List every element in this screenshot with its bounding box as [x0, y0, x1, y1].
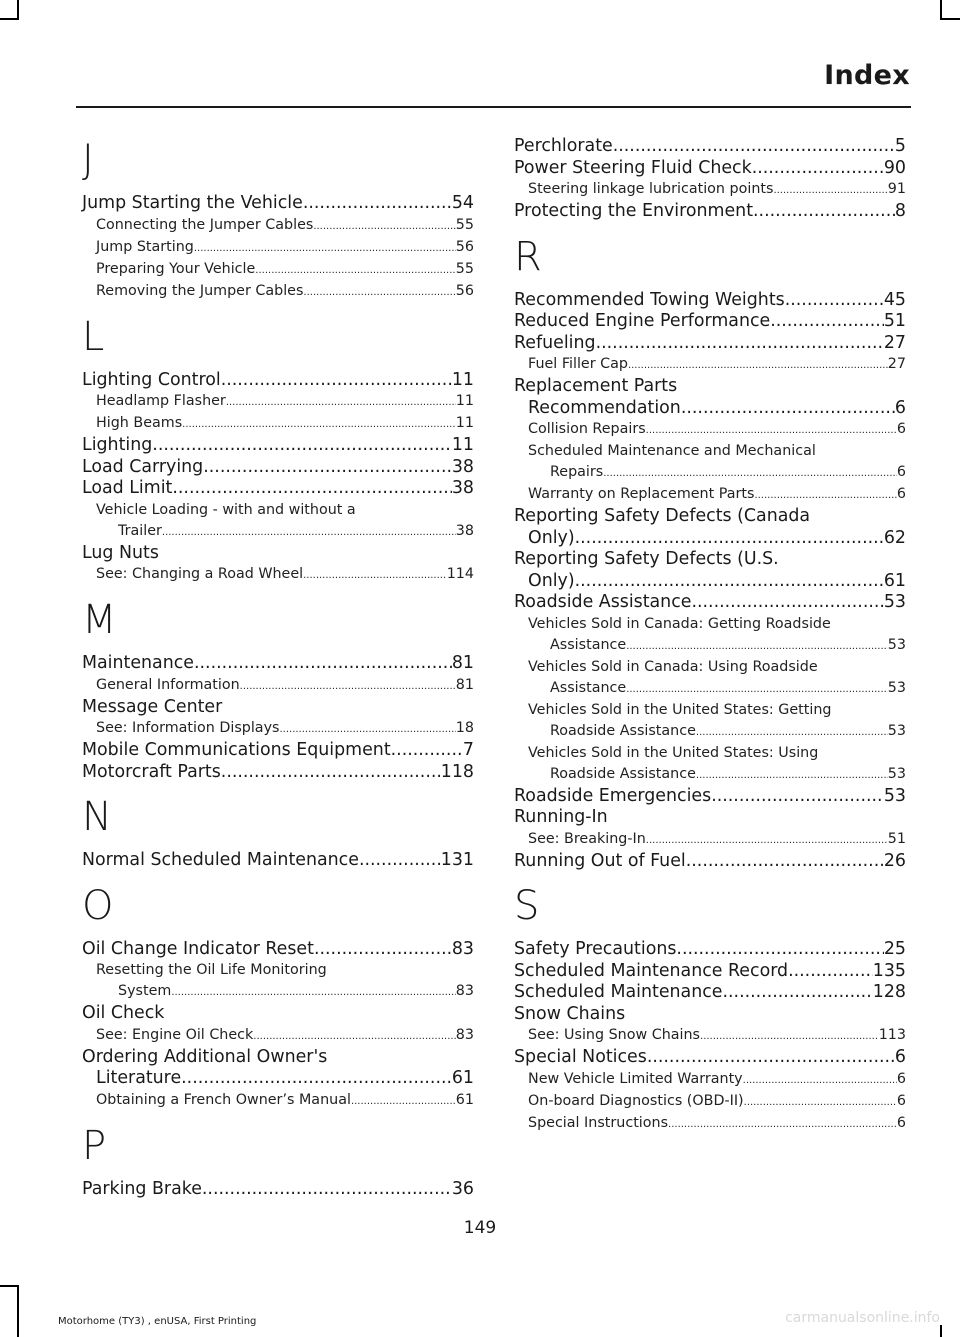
index-section-letter: O: [82, 882, 114, 929]
index-entry[interactable]: [82, 370, 474, 392]
index-entry-text: On-board Diagnostics (OBD-II): [528, 1092, 744, 1109]
index-entry[interactable]: [514, 982, 906, 1004]
index-entry-text: Special Notices: [514, 1047, 647, 1067]
footer-edition: Motorhome (TY3) , enUSA, First Printing: [58, 1316, 257, 1327]
index-entry[interactable]: [514, 201, 906, 223]
dot-leader: [743, 1070, 897, 1091]
index-entry-continuation: Roadside Assistance: [550, 765, 696, 782]
index-entry[interactable]: [514, 829, 906, 851]
index-entry[interactable]: [514, 1113, 906, 1135]
index-entry-text: Mobile Communications Equipment: [82, 740, 391, 760]
dot-leader: [646, 420, 897, 441]
page-reference: 51: [883, 311, 906, 331]
index-entry-text: Vehicles Sold in Canada: Using Roadside: [528, 658, 818, 675]
page-reference: 118: [440, 761, 474, 782]
page-reference: 11: [455, 415, 474, 431]
crop-mark: [17, 0, 19, 20]
index-entry[interactable]: [82, 435, 474, 457]
page-reference: 90: [883, 157, 906, 178]
index-entry-continuation: Assistance: [550, 636, 627, 653]
index-entry-text: Reporting Safety Defects (Canada: [514, 506, 811, 526]
index-entry[interactable]: [82, 1003, 474, 1025]
index-entry-continuation: Repairs: [550, 464, 604, 480]
index-entry-text: Load Limit: [82, 478, 173, 498]
index-section-letter: J: [82, 137, 94, 183]
dot-leader: [313, 216, 455, 237]
page-reference: 27: [883, 332, 906, 353]
page-reference: 61: [455, 1091, 474, 1108]
dot-leader: [221, 370, 452, 392]
index-entry[interactable]: [82, 413, 474, 435]
page-reference: 135: [872, 960, 906, 981]
page-reference: 25: [883, 939, 906, 959]
dot-leader: [722, 982, 872, 1004]
page-reference: 56: [455, 238, 474, 255]
dot-leader: [668, 1114, 897, 1135]
page-reference: 91: [887, 181, 906, 197]
index-entry[interactable]: [514, 851, 906, 873]
title-divider: [76, 106, 911, 108]
index-entry-text: Reduced Engine Performance: [514, 311, 771, 331]
index-entry[interactable]: [82, 457, 474, 479]
index-entry[interactable]: [82, 1090, 474, 1112]
page-reference: 53: [883, 592, 906, 612]
dot-leader: [628, 355, 888, 376]
page-reference: 38: [451, 478, 474, 498]
index-section-letter: L: [82, 313, 105, 360]
dot-leader: [744, 1092, 897, 1113]
index-entry[interactable]: [514, 657, 906, 700]
page-reference: 53: [883, 785, 906, 806]
index-entry[interactable]: [82, 762, 474, 784]
dot-leader: [314, 939, 452, 961]
index-entry[interactable]: [82, 939, 474, 961]
index-entry[interactable]: [514, 939, 906, 961]
index-entry[interactable]: [514, 333, 906, 355]
page-reference: 6: [896, 486, 906, 502]
dot-leader: [596, 333, 884, 355]
dot-leader: [575, 571, 884, 593]
page-reference: 18: [455, 720, 474, 736]
index-entry[interactable]: [82, 543, 474, 565]
index-entry[interactable]: [514, 354, 906, 376]
index-entry[interactable]: [514, 549, 906, 592]
index-entry[interactable]: [82, 259, 474, 281]
index-entry-text: See: Using Snow Chains: [528, 1027, 701, 1043]
index-entry-continuation: Recommendation: [528, 397, 681, 418]
page-reference: 53: [887, 679, 906, 696]
index-entry-continuation: Only): [528, 527, 575, 548]
index-entry-continuation: System: [118, 983, 172, 999]
index-entry-text: See: Breaking-In: [528, 830, 646, 847]
page-reference: 83: [455, 1026, 474, 1043]
dot-leader: [182, 414, 456, 435]
dot-leader: [681, 398, 895, 420]
page-reference: 6: [894, 397, 906, 418]
index-entry[interactable]: [82, 850, 474, 872]
dot-leader: [303, 282, 455, 303]
dot-leader: [255, 260, 456, 281]
index-entry[interactable]: [82, 675, 474, 697]
dot-leader: [676, 939, 883, 961]
index-entry-text: Preparing Your Vehicle: [96, 260, 256, 277]
index-entry[interactable]: [82, 391, 474, 413]
page-reference: 7: [462, 740, 474, 760]
index-entry[interactable]: [82, 478, 474, 500]
index-entry-text: Recommended Towing Weights: [514, 289, 785, 310]
page-reference: 6: [894, 1047, 906, 1067]
index-column-right: [514, 136, 906, 1135]
dot-leader: [253, 1026, 456, 1047]
crop-mark: [0, 1285, 19, 1287]
page-reference: 11: [455, 393, 474, 409]
index-entry[interactable]: [82, 500, 474, 543]
page-reference: 54: [451, 193, 474, 213]
index-entry[interactable]: [514, 961, 906, 983]
index-entry-text: General Information: [96, 676, 240, 693]
index-entry[interactable]: [514, 419, 906, 441]
page-reference: 53: [887, 765, 906, 782]
dot-leader: [752, 158, 884, 180]
index-entry-text: Replacement Parts: [514, 376, 678, 396]
index-entry[interactable]: [82, 718, 474, 740]
index-section-letter: M: [82, 597, 117, 643]
dot-leader: [696, 765, 888, 786]
index-entry-text: Protecting the Environment: [514, 201, 754, 221]
index-entry-text: Load Carrying: [82, 456, 204, 477]
crop-mark: [940, 0, 942, 20]
index-entry-text: Special Instructions: [528, 1114, 669, 1131]
page-reference: 61: [883, 570, 906, 591]
index-entry[interactable]: [514, 743, 906, 786]
index-entry[interactable]: [514, 1069, 906, 1091]
index-entry-text: Vehicles Sold in the United States: Using: [528, 744, 819, 761]
index-entry[interactable]: [82, 215, 474, 237]
page-reference: 61: [451, 1068, 474, 1088]
page-reference: 53: [887, 722, 906, 739]
dot-leader: [770, 311, 884, 333]
index-entry[interactable]: [82, 1047, 474, 1090]
page-reference: 81: [455, 676, 474, 693]
dot-leader: [162, 522, 456, 543]
index-entry[interactable]: [514, 700, 906, 743]
index-entry[interactable]: [82, 193, 474, 215]
page-reference: 55: [455, 216, 474, 233]
dot-leader: [647, 1047, 895, 1069]
index-entry-text: Obtaining a French Owner’s Manual: [96, 1091, 351, 1108]
dot-leader: [391, 740, 463, 762]
page-reference: 6: [896, 1114, 906, 1131]
dot-leader: [613, 136, 895, 158]
dot-leader: [359, 850, 441, 872]
index-entry-text: Lighting Control: [82, 369, 221, 390]
page-reference: 62: [883, 527, 906, 548]
index-entry-text: Scheduled Maintenance and Mechanical: [528, 443, 816, 459]
index-entry-text: Safety Precautions: [514, 939, 677, 959]
page-reference: 6: [896, 1070, 906, 1087]
index-section-letter: S: [514, 883, 540, 929]
index-entry-text: Headlamp Flasher: [96, 393, 226, 409]
index-entry[interactable]: [514, 506, 906, 549]
index-entry[interactable]: [514, 376, 906, 419]
index-entry[interactable]: [514, 290, 906, 312]
dot-leader: [691, 592, 883, 614]
index-entry-continuation: Assistance: [550, 679, 627, 696]
index-entry-text: Refueling: [514, 332, 596, 353]
index-entry[interactable]: [82, 653, 474, 675]
page-reference: 128: [872, 982, 906, 1002]
dot-leader: [711, 786, 884, 808]
index-entry-text: Vehicles Sold in the United States: Getting: [528, 701, 832, 718]
dot-leader: [240, 676, 456, 697]
index-entry-text: Vehicles Sold in Canada: Getting Roadside: [528, 615, 831, 632]
dot-leader: [303, 565, 447, 586]
index-entry[interactable]: [514, 179, 906, 201]
index-entry-text: Steering linkage lubrication points: [528, 181, 774, 197]
index-entry-text: Snow Chains: [514, 1003, 626, 1024]
dot-leader: [686, 851, 884, 873]
index-entry-continuation: Roadside Assistance: [550, 722, 696, 739]
index-entry-text: Scheduled Maintenance: [514, 982, 723, 1002]
index-entry[interactable]: [514, 484, 906, 506]
page-reference: 8: [894, 201, 906, 221]
index-entry[interactable]: [514, 1004, 906, 1026]
dot-leader: [152, 435, 452, 457]
index-entry-text: Scheduled Maintenance Record: [514, 960, 789, 981]
crop-mark: [941, 18, 960, 20]
page-reference: 55: [455, 260, 474, 277]
crop-mark: [940, 1325, 942, 1337]
page-reference: 45: [883, 289, 906, 310]
dot-leader: [226, 392, 456, 413]
index-entry[interactable]: [514, 311, 906, 333]
dot-leader: [754, 485, 896, 506]
index-entry[interactable]: [514, 1025, 906, 1047]
index-entry-text: Message Center: [82, 696, 223, 717]
index-entry[interactable]: [82, 281, 474, 303]
dot-leader: [626, 636, 888, 657]
dot-leader: [181, 1068, 452, 1090]
index-section-letter: N: [82, 794, 112, 840]
page-reference: 131: [440, 850, 474, 870]
index-entry-text: Parking Brake: [82, 1178, 202, 1199]
index-entry-text: Perchlorate: [514, 136, 613, 156]
page-reference: 83: [451, 938, 474, 959]
index-section-letter: P: [82, 1122, 107, 1169]
index-entry-text: Running-In: [514, 807, 608, 827]
dot-leader: [646, 830, 888, 851]
dot-leader: [303, 193, 452, 215]
index-entry-text: Fuel Filler Cap: [528, 356, 628, 372]
index-entry-text: Resetting the Oil Life Monitoring: [96, 962, 327, 978]
index-entry-text: See: Changing a Road Wheel: [96, 566, 304, 582]
index-entry[interactable]: [82, 1025, 474, 1047]
index-entry-text: Lighting: [82, 435, 153, 455]
page-reference: 11: [451, 435, 474, 455]
dot-leader: [221, 762, 441, 784]
index-entry-text: Reporting Safety Defects (U.S.: [514, 549, 779, 569]
index-entry[interactable]: [514, 1047, 906, 1069]
index-column-left: [82, 136, 474, 1200]
index-entry-text: Maintenance: [82, 653, 194, 673]
dot-leader: [773, 180, 887, 201]
page-reference: 6: [896, 464, 906, 480]
index-entry-text: Removing the Jumper Cables: [96, 282, 304, 299]
index-entry-text: High Beams: [96, 415, 183, 431]
page-reference: 27: [887, 356, 906, 372]
index-entry[interactable]: [514, 1091, 906, 1113]
dot-leader: [575, 528, 884, 550]
index-entry-text: Oil Change Indicator Reset: [82, 938, 314, 959]
index-entry-text: Jump Starting the Vehicle: [82, 193, 303, 213]
dot-leader: [351, 1091, 456, 1112]
page-reference: 53: [887, 636, 906, 653]
index-entry-text: See: Information Displays: [96, 720, 280, 736]
page-reference: 5: [894, 136, 906, 156]
index-entry-text: Motorcraft Parts: [82, 761, 221, 782]
page-reference: 113: [878, 1027, 906, 1043]
page-reference: 56: [455, 282, 474, 299]
index-entry[interactable]: [82, 697, 474, 719]
index-entry-continuation: Literature: [96, 1068, 182, 1088]
index-entry-text: Roadside Emergencies: [514, 785, 712, 806]
index-entry[interactable]: [514, 807, 906, 829]
index-entry-text: Warranty on Replacement Parts: [528, 486, 755, 502]
dot-leader: [626, 679, 888, 700]
dot-leader: [203, 457, 452, 479]
page-reference: 6: [896, 1092, 906, 1109]
index-entry-text: See: Engine Oil Check: [96, 1026, 254, 1043]
index-entry[interactable]: [514, 136, 906, 158]
index-entry[interactable]: [82, 740, 474, 762]
dot-leader: [696, 722, 888, 743]
dot-leader: [172, 478, 452, 500]
index-entry-text: Roadside Assistance: [514, 592, 692, 612]
dot-leader: [194, 653, 452, 675]
page-title: Index: [824, 60, 910, 91]
dot-leader: [194, 238, 456, 259]
dot-leader: [603, 463, 897, 484]
page-reference: 11: [451, 369, 474, 390]
dot-leader: [279, 719, 455, 740]
page-reference: 114: [446, 566, 474, 582]
index-entry-text: New Vehicle Limited Warranty: [528, 1070, 743, 1087]
index-entry-text: Oil Check: [82, 1003, 165, 1023]
page-reference: 26: [883, 850, 906, 871]
dot-leader: [700, 1026, 879, 1047]
index-entry[interactable]: [82, 960, 474, 1003]
index-entry-text: Power Steering Fluid Check: [514, 157, 752, 178]
index-entry-text: Vehicle Loading - with and without a: [96, 501, 356, 518]
watermark: carmanualsonline.info: [785, 1310, 940, 1326]
page-reference: 83: [455, 983, 474, 999]
dot-leader: [202, 1179, 452, 1201]
page-reference: 6: [896, 421, 906, 437]
page-reference: 51: [887, 830, 906, 847]
index-entry-continuation: Trailer: [118, 522, 162, 539]
index-entry-text: Collision Repairs: [528, 421, 646, 437]
dot-leader: [171, 982, 455, 1003]
dot-leader: [788, 961, 873, 983]
index-entry-text: Ordering Additional Owner's: [82, 1046, 328, 1067]
page-reference: 81: [451, 653, 474, 673]
index-entry[interactable]: [82, 1179, 474, 1201]
index-entry[interactable]: [82, 237, 474, 259]
crop-mark: [0, 18, 19, 20]
page-number: 149: [463, 1218, 497, 1238]
index-entry[interactable]: [514, 786, 906, 808]
index-entry-text: Normal Scheduled Maintenance: [82, 850, 359, 870]
page-reference: 38: [455, 522, 474, 539]
index-entry[interactable]: [514, 614, 906, 657]
index-entry[interactable]: [82, 564, 474, 586]
index-entry-text: Running Out of Fuel: [514, 850, 686, 871]
index-entry-continuation: Only): [528, 570, 575, 591]
index-entry[interactable]: [514, 158, 906, 180]
index-entry-text: Jump Starting: [96, 238, 194, 255]
index-entry[interactable]: [514, 441, 906, 484]
index-entry[interactable]: [514, 592, 906, 614]
dot-leader: [753, 201, 895, 223]
index-section-letter: R: [514, 233, 542, 280]
dot-leader: [785, 290, 884, 312]
crop-mark: [17, 1285, 19, 1337]
page-reference: 38: [451, 456, 474, 477]
index-entry-text: Connecting the Jumper Cables: [96, 216, 314, 233]
index-entry-text: Lug Nuts: [82, 542, 159, 563]
page-reference: 36: [451, 1178, 474, 1199]
